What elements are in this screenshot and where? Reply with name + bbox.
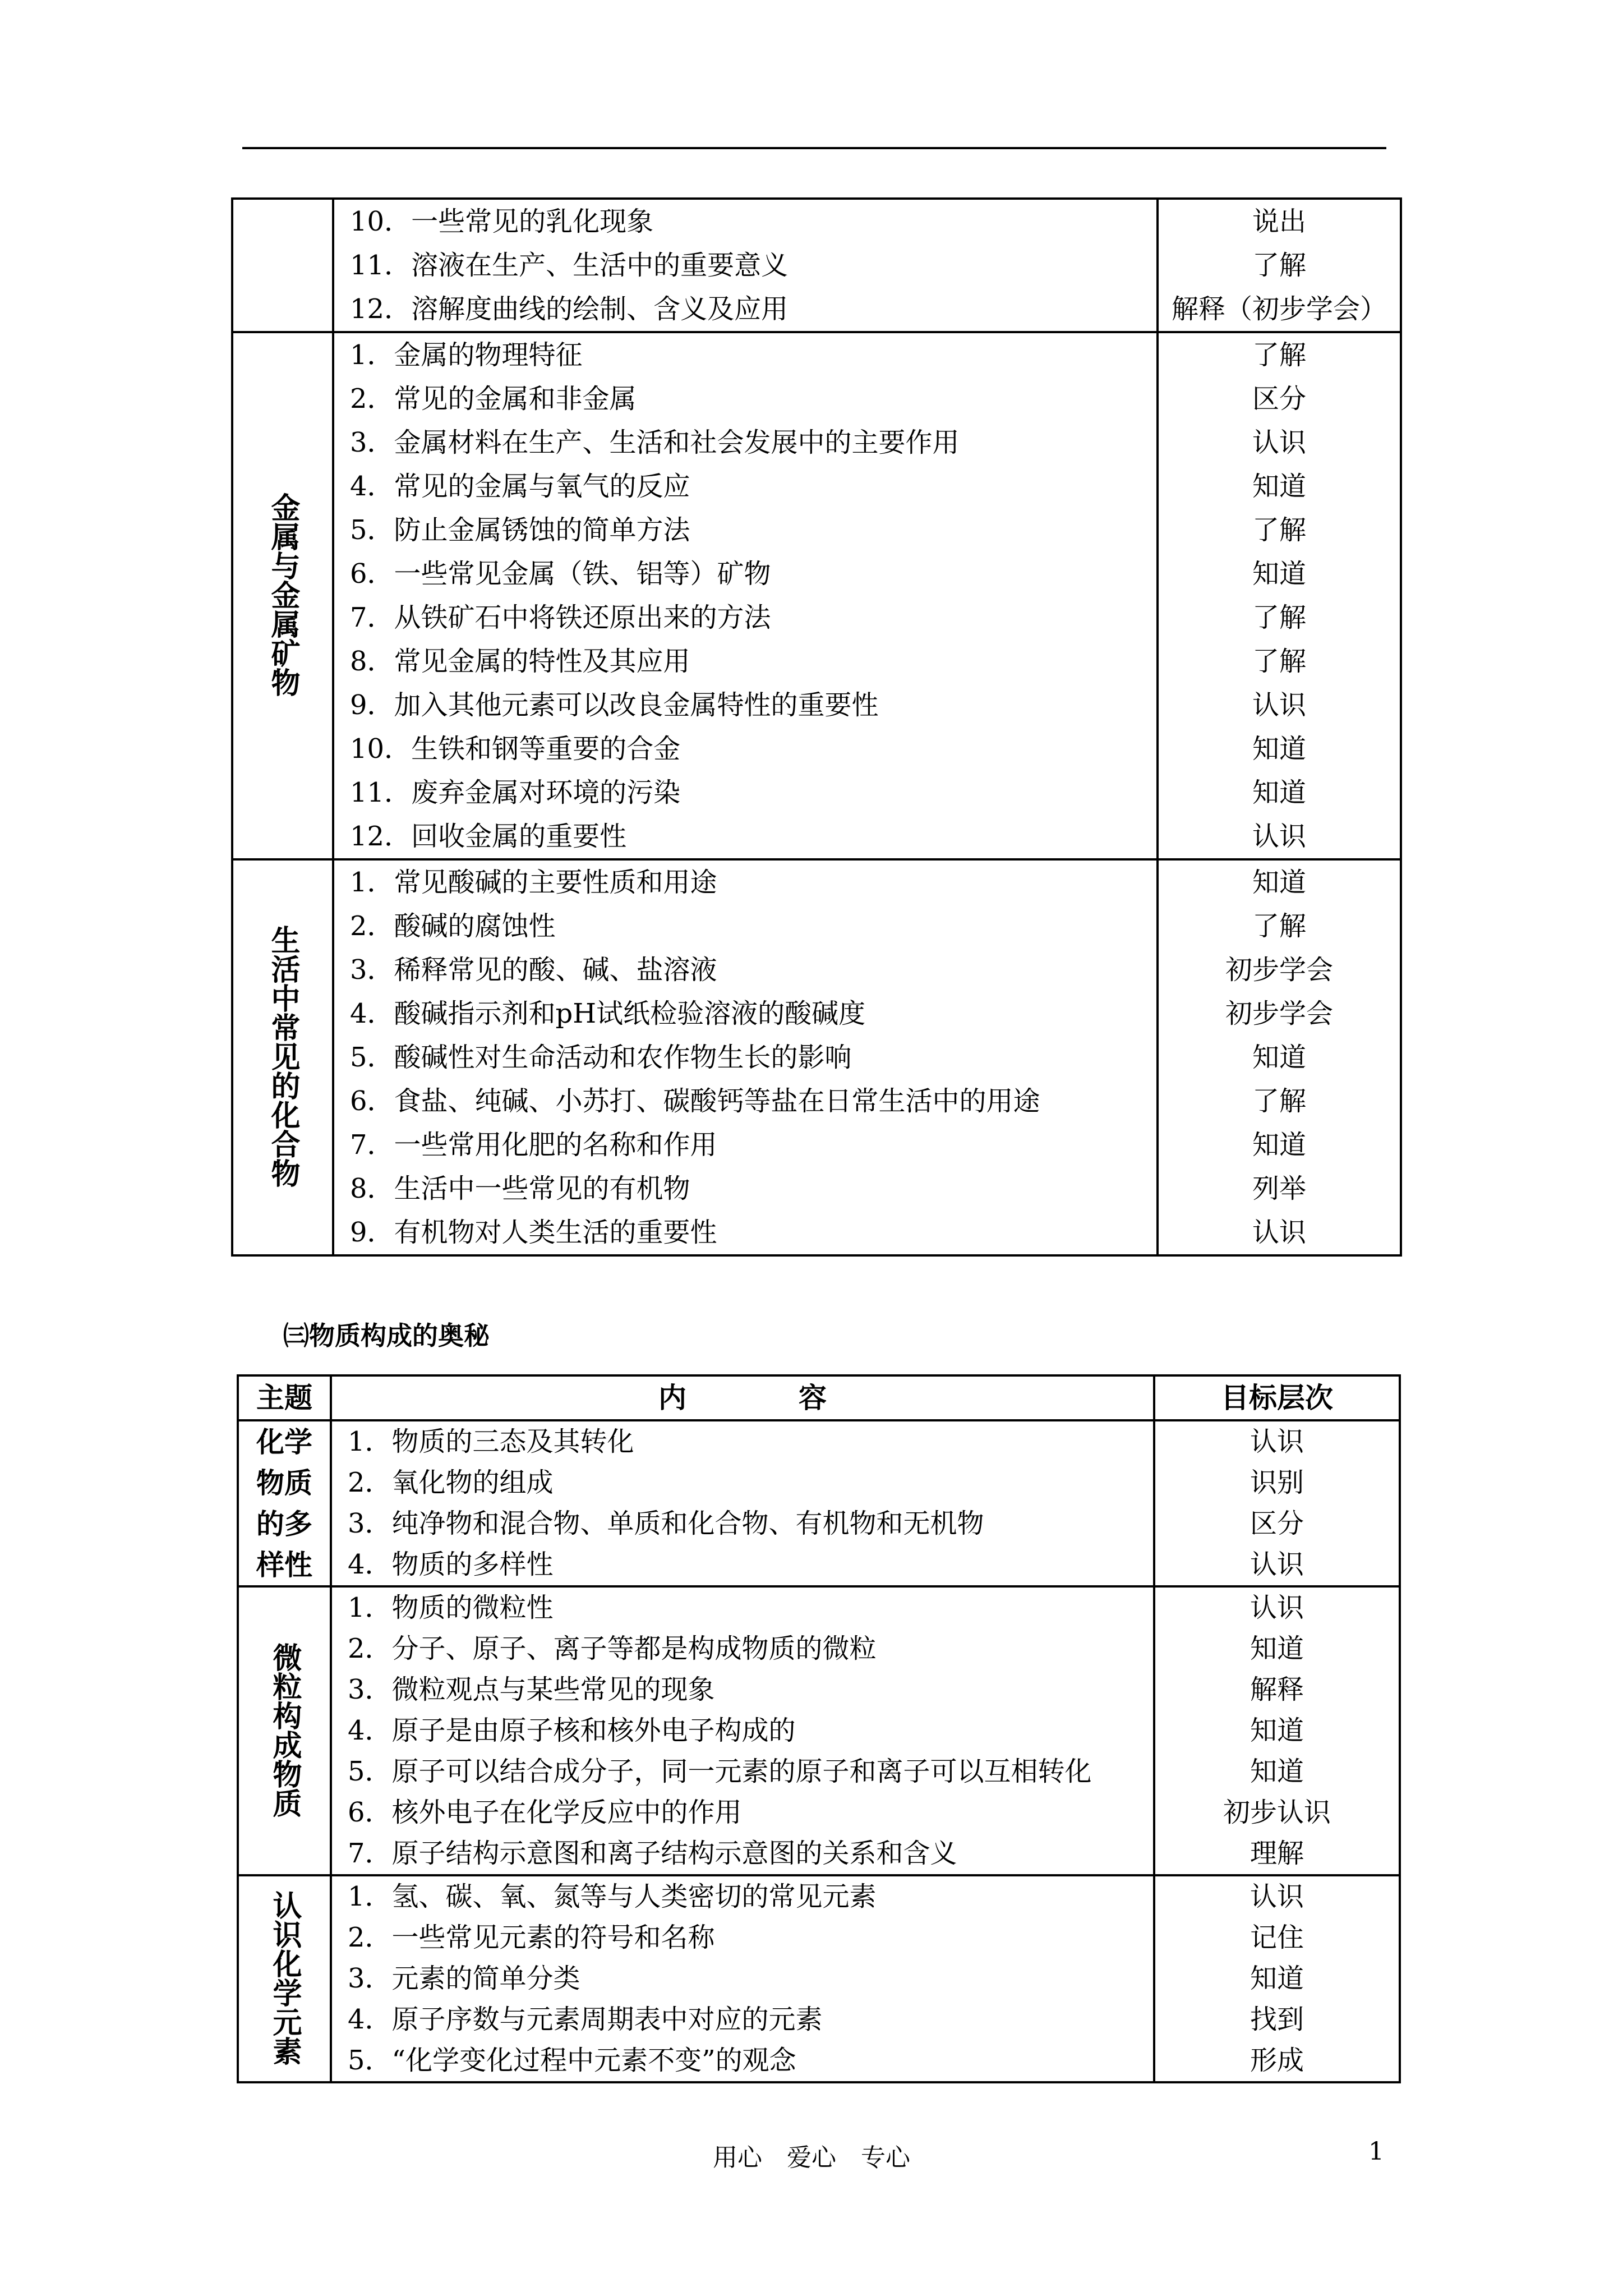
table-header-row [238,1375,1400,1420]
content-cell [333,332,1158,859]
content-item: 11．废弃金属对环境的污染 [350,777,681,808]
content-item: 2．分子、原子、离子等都是构成物质的微粒 [348,1633,877,1664]
level-cell [1158,199,1401,332]
topic-group-row [232,199,1401,332]
level-cell [1158,859,1401,1255]
content-item: 1．常见酸碱的主要性质和用途 [350,867,717,898]
content-item: 11．溶液在生产、生活中的重要意义 [350,250,789,281]
level-item: 初步认识 [1223,1797,1331,1828]
level-item: 了解 [1252,339,1306,371]
content-item: 8．常见金属的特性及其应用 [350,646,690,677]
level-item: 认识 [1249,1549,1304,1580]
level-item: 解释（初步学会） [1171,293,1387,325]
content-item: 1．物质的三态及其转化 [348,1426,634,1457]
content-item: 8．生活中一些常见的有机物 [350,1173,690,1204]
level-item: 了解 [1252,910,1306,942]
content-item: 10．生铁和钢等重要的合金 [350,733,681,765]
content-item: 4．原子序数与元素周期表中对应的元素 [348,2004,823,2035]
topic-cell [238,1875,331,2082]
topic-label-line: 化学 [256,1425,312,1458]
level-item: 了解 [1252,514,1306,546]
topic-label: 认识化学元素 [268,1890,302,2065]
topic-group-row [238,1420,1400,1586]
topic-cell [232,199,333,332]
content-item: 1．物质的微粒性 [348,1592,554,1623]
topic-group-row [232,859,1401,1255]
topic-label-line: 的多 [256,1507,312,1540]
content-item: 2．酸碱的腐蚀性 [350,910,556,942]
level-item: 认识 [1252,1217,1306,1248]
level-item: 说出 [1252,206,1306,237]
content-item: 3．稀释常见的酸、碱、盐溶液 [350,954,717,986]
level-item: 知道 [1252,777,1306,808]
header-level: 目标层次 [1154,1375,1400,1420]
page-number: 1 [1368,2137,1384,2166]
level-item: 了解 [1252,602,1306,633]
header-rule [242,147,1386,149]
level-cell [1154,1875,1400,2082]
topic-label-line: 样性 [256,1548,312,1581]
level-item: 列举 [1252,1173,1306,1204]
level-item: 知道 [1252,558,1306,590]
topic-group-row [238,1875,1400,2082]
content-item: 3．元素的简单分类 [348,1963,580,1994]
content-item: 5．“化学变化过程中元素不变”的观念 [348,2045,796,2076]
level-item: 知道 [1252,867,1306,898]
topic-group-row [232,332,1401,859]
header-topic: 主题 [238,1375,331,1420]
level-item: 理解 [1249,1838,1304,1869]
content-item: 2．一些常见元素的符号和名称 [348,1922,715,1953]
level-item: 初步学会 [1225,954,1333,986]
topic-label: 生活中常见的化合物 [266,925,300,1188]
level-item: 形成 [1249,2045,1304,2076]
level-cell [1158,332,1401,859]
content-item: 7．从铁矿石中将铁还原出来的方法 [350,602,771,633]
level-item: 了解 [1252,1085,1306,1117]
content-item: 9．加入其他元素可以改良金属特性的重要性 [350,689,879,721]
topic-cell [238,1586,331,1875]
content-item: 2．氧化物的组成 [348,1467,554,1498]
level-item: 区分 [1252,383,1306,415]
content-item: 3．纯净物和混合物、单质和化合物、有机物和无机物 [348,1508,984,1539]
content-item: 4．原子是由原子核和核外电子构成的 [348,1715,796,1746]
content-item: 5．防止金属锈蚀的简单方法 [350,514,690,546]
content-item: 2．常见的金属和非金属 [350,383,637,415]
level-item: 认识 [1249,1881,1304,1912]
topic-cell [232,332,333,859]
content-item: 7．原子结构示意图和离子结构示意图的关系和含义 [348,1838,957,1869]
topic-cell [232,859,333,1255]
topic-label-line: 物质 [256,1466,312,1499]
level-item: 认识 [1252,689,1306,721]
content-cell [331,1586,1154,1875]
level-item: 知道 [1249,1633,1304,1664]
level-item: 知道 [1249,1963,1304,1994]
level-item: 知道 [1249,1715,1304,1746]
content-item: 7．一些常用化肥的名称和作用 [350,1129,717,1161]
section-title: ㈢物质构成的奥秘 [283,1320,490,1351]
content-item: 12．回收金属的重要性 [350,821,627,852]
matter-composition-table [237,1374,1401,2083]
topic-label: 微粒构成物质 [268,1642,302,1818]
content-item: 4．常见的金属与氧气的反应 [350,471,690,502]
level-item: 知道 [1252,1129,1306,1161]
level-item: 区分 [1249,1508,1304,1539]
content-item: 5．酸碱性对生命活动和农作物生长的影响 [350,1042,852,1073]
level-item: 解释 [1249,1674,1304,1705]
level-item: 认识 [1252,427,1306,458]
content-item: 3．微粒观点与某些常见的现象 [348,1674,715,1705]
topic-cell [238,1420,331,1586]
topic-group-row [238,1586,1400,1875]
content-item: 12．溶解度曲线的绘制、含义及应用 [350,293,789,325]
content-item: 1．金属的物理特征 [350,339,583,371]
content-item: 6．一些常见金属（铁、铝等）矿物 [350,558,771,590]
content-cell [331,1420,1154,1586]
content-cell [331,1875,1154,2082]
level-item: 知道 [1252,471,1306,502]
content-item: 1．氢、碳、氧、氮等与人类密切的常见元素 [348,1881,877,1912]
level-item: 找到 [1249,2004,1304,2035]
content-item: 4．物质的多样性 [348,1549,554,1580]
level-item: 认识 [1249,1592,1304,1623]
level-cell [1154,1586,1400,1875]
topic-label: 金属与金属矿物 [266,493,300,697]
level-item: 了解 [1252,250,1306,281]
content-item: 10．一些常见的乳化现象 [350,206,654,237]
content-item: 6．核外电子在化学反应中的作用 [348,1797,742,1828]
level-item: 认识 [1252,821,1306,852]
level-item: 了解 [1252,646,1306,677]
level-item: 识别 [1249,1467,1304,1498]
level-item: 知道 [1249,1756,1304,1787]
content-item: 9．有机物对人类生活的重要性 [350,1217,717,1248]
content-item: 4．酸碱指示剂和pH试纸检验溶液的酸碱度 [350,998,866,1029]
level-item: 初步学会 [1225,998,1333,1029]
level-item: 知道 [1252,1042,1306,1073]
content-item: 6．食盐、纯碱、小苏打、碳酸钙等盐在日常生活中的用途 [350,1085,1040,1117]
header-content: 内 容 [331,1375,1154,1420]
standards-table-continued [231,197,1402,1257]
level-item: 记住 [1249,1922,1304,1953]
footer-motto: 用心 爱心 专心 [713,2143,910,2172]
content-item: 5．原子可以结合成分子，同一元素的原子和离子可以互相转化 [348,1756,1092,1787]
level-item: 认识 [1249,1426,1304,1457]
content-cell [333,859,1158,1255]
content-item: 3．金属材料在生产、生活和社会发展中的主要作用 [350,427,960,458]
level-cell [1154,1420,1400,1586]
level-item: 知道 [1252,733,1306,765]
content-cell [333,199,1158,332]
